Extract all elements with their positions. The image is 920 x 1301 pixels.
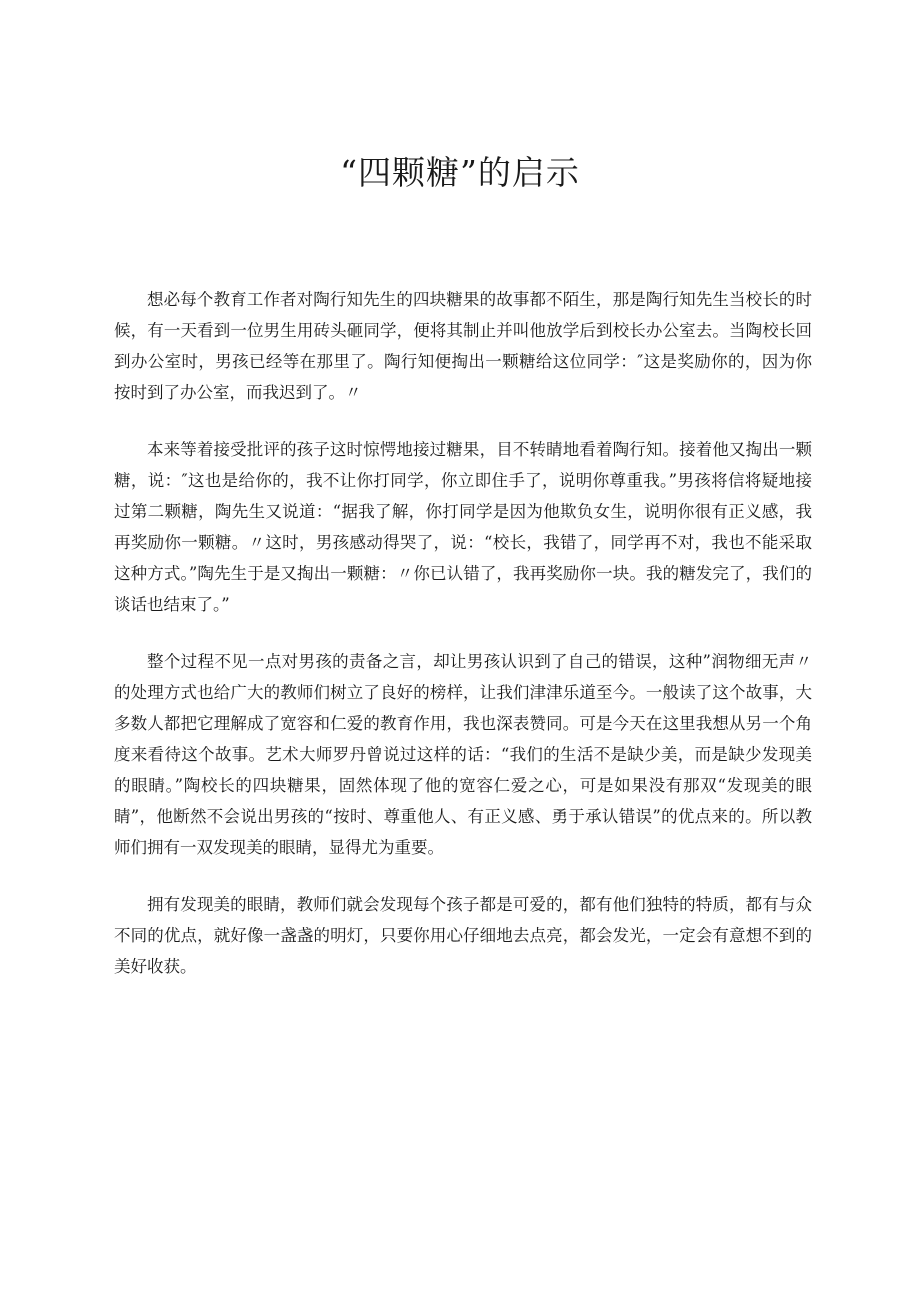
document-title: “四颗糖”的启示 — [340, 153, 580, 192]
paragraph-2: 本来等着接受批评的孩子这时惊愕地接过糖果，目不转睛地看着陶行知。接着他又掏出一颗糖，说：″这也是给你的，我不让你打同学，你立即住手了，说明你尊重我。”男孩将信将疑地接过第二颗糖，陶先生又说道：“据我了解，你打同学是因为他欺负女生，说明你很有正义感，我再奖励你一颗糖。〃这时，男孩感动得哭了，说：“校长，我错了，同学再不对，我也不能采取这种方式。”陶先生于是又掏出一颗糖：〃你已认错了，我再奖励你一块。我的糖发完了，我们的谈话也结束了。” — [114, 440, 812, 614]
paragraph-4: 拥有发现美的眼睛，教师们就会发现每个孩子都是可爱的，都有他们独特的特质，都有与众不同的优点，就好像一盏盏的明灯，只要你用心仔细地去点亮，都会发光，一定会有意想不到的美好收获。 — [114, 895, 812, 976]
paragraph-1: 想必每个教育工作者对陶行知先生的四块糖果的故事都不陌生，那是陶行知先生当校长的时候，有一天看到一位男生用砖头砸同学，便将其制止并叫他放学后到校长办公室去。当陶校长回到办公室时，男孩已经等在那里了。陶行知便掏出一颗糖给这位同学：″这是奖励你的，因为你按时到了办公室，而我迟到了。〃 — [114, 290, 812, 402]
document-body — [114, 284, 812, 1008]
paragraph-3: 整个过程不见一点对男孩的责备之言，却让男孩认识到了自己的错误，这种”润物细无声〃的处理方式也给广大的教师们树立了良好的榜样，让我们津津乐道至今。一般读了这个故事，大多数人都把它理解成了宽容和仁爱的教育作用，我也深表赞同。可是今天在这里我想从另一个角度来看待这个故事。艺术大师罗丹曾说过这样的话：“我们的生活不是缺少美，而是缺少发现美的眼睛。”陶校长的四块糖果，固然体现了他的宽容仁爱之心，可是如果没有那双“发现美的眼睛”，他断然不会说出男孩的“按时、尊重他人、有正义感、勇于承认错误”的优点来的。所以教师们拥有一双发现美的眼睛，显得尤为重要。 — [114, 652, 812, 857]
